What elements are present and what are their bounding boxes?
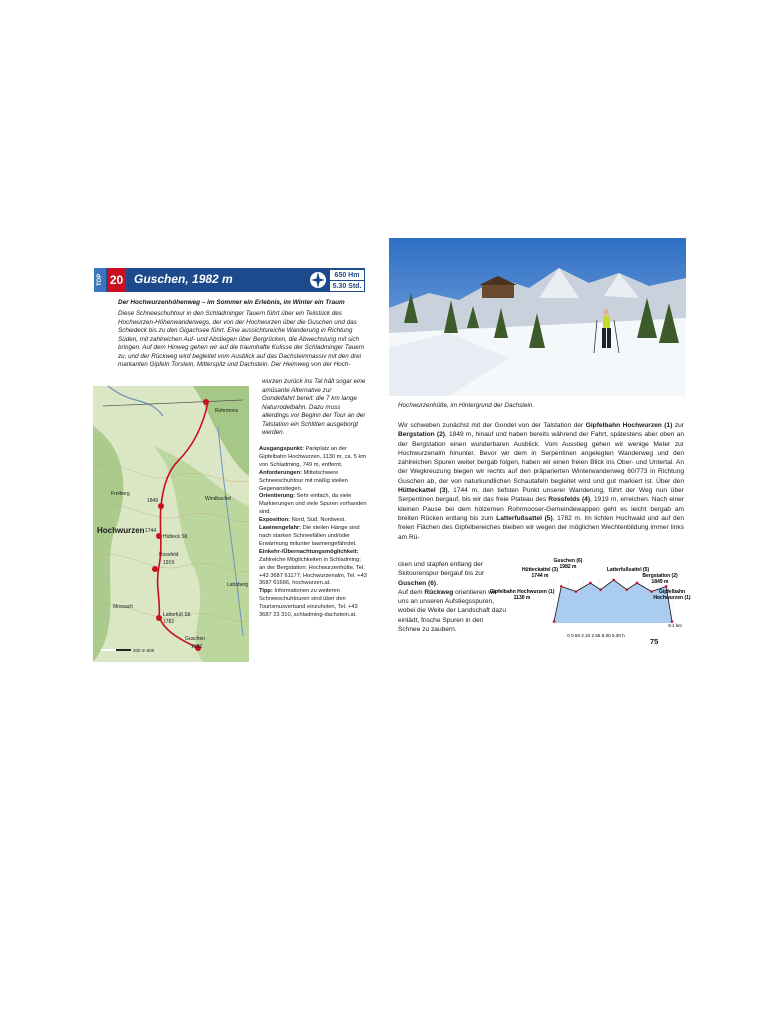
map-label-huetteck: Hütteck Stl.	[163, 534, 189, 540]
profile-point	[665, 585, 668, 588]
profile-point	[612, 579, 615, 582]
map-label-freiberg: Freiberg	[111, 491, 130, 497]
profile-time-axis: 0 0.50 2.10 2.55 5.00 5.30 h	[567, 633, 625, 638]
map-label-lahnberg: Lahnberg	[227, 582, 249, 588]
map-label-latterfuss: Latterfuß Stl.	[163, 612, 192, 618]
tour-title: Guschen, 1982 m	[134, 272, 233, 286]
info-label-exposition: Exposition:	[259, 517, 290, 524]
info-label-einkehr: Einkehr-/Übernachtungsmöglichkeit:	[259, 548, 359, 555]
profile-label-latterfuss: Latterfußsattel (5)	[606, 567, 650, 573]
map-height-1744: 1744	[145, 528, 157, 534]
photo-graphic	[389, 238, 686, 396]
compass-icon	[308, 269, 328, 291]
profile-point	[650, 590, 653, 593]
map-label-mossach: Mossach	[113, 604, 134, 610]
route-text-part: Auf dem	[398, 588, 425, 596]
intro-text: Diese Schneeschuhtour in den Schladminger Tauern führt über ein Teilstück des Hochwurzen-Höhenwanderwegs, der von der Hochwurzen über die Guschen und das Schiedeck bis zu den Gigachsee führt. Eine aussichtsreiche Wanderung in Richtung Süden, mit zahlreichen Auf- und Abstiegen über Bergrücken, die Abwechslung mit sich bringen. Auf dem Hinweg gehen wir auf die traumhafte Kulisse der Schladminger Tauern zu, und der Rückweg wird begleitet vom Ausblick auf das Dachsteinmassiv mit den drei markanten Gipfeln Torstein, Mitterspitz und Dachstein. Der Heimweg von der Hoch-	[118, 310, 365, 368]
info-tipp: Informationen zu weiteren Schneeschuhtouren sind über den Tourismusverband einzuholen, Tel. +43 3687 23 310, schladming-dachstein.at.	[259, 588, 358, 619]
map-label-guschen: Guschen	[185, 636, 206, 642]
map-scale: 200 m 600	[133, 648, 155, 653]
waypoint-3	[156, 533, 162, 539]
profile-point	[553, 620, 556, 623]
info-label-anforderungen: Anforderungen:	[259, 469, 302, 476]
waypoint-5	[156, 615, 162, 621]
route-text-bold: Rossfelds (4)	[548, 496, 591, 504]
profile-label-huetteck-elev: 1744 m	[531, 573, 549, 579]
route-text-bold: Latterfußsattel (5)	[496, 514, 553, 522]
profile-point	[589, 582, 592, 585]
map-height-1849: 1849	[147, 498, 159, 504]
route-text-part: cken und stapfen entlang der Skitourenspur bergauf bis zur	[398, 561, 485, 578]
waypoint-4	[152, 566, 158, 572]
map-label-rohrmoos: Rohrmoos	[215, 408, 239, 414]
info-label-lawinen: Lawinengefahr:	[259, 525, 302, 532]
info-anforderungen: Mittelschwere Schneeschuhtour mit mäßig steilen Gegenanstiegen.	[259, 469, 348, 492]
route-description-continued	[398, 560, 506, 634]
profile-label-guschen: Guschen (6)	[553, 558, 583, 564]
profile-label-huetteck: Hütteckattel (3)	[521, 567, 559, 573]
info-label-orientierung: Orientierung:	[259, 493, 296, 500]
tour-number: 20	[107, 268, 126, 292]
profile-label-start: Gipfelbahn Hochwurzen (1)	[489, 589, 555, 595]
map-label-rossfeld: Rossfeld	[159, 552, 179, 558]
route-description	[398, 421, 684, 542]
map-label-windbachel: Windbachel	[205, 496, 232, 502]
route-map	[93, 386, 249, 662]
profile-label-start-elev: 1130 m	[513, 595, 531, 601]
map-height-1919: 1919	[163, 560, 175, 566]
route-text-part: .	[436, 579, 438, 587]
intro-text-continued: wurzen zurück ins Tal hält sogar eine amüsante Alternative zur Gondelfahrt bereit: die 7 km lange Naturrodelbahn. Dazu muss allerdings vor Beginn der Tour an der Talstation ein Schlitten ausgeborgt werden.	[262, 378, 366, 436]
map-height-1982: 1982	[191, 644, 203, 650]
info-ausgang: Parkplatz an der Gipfelbahn Hochwurzen, 1130 m, ca. 5 km von Schladming, 749 m, entfernt.	[259, 446, 367, 468]
top-tab: TOP	[94, 268, 106, 292]
route-text-part: , 1744 m, den tiefsten Punkt unserer Wanderung, führt der Weg nun über Serpentinen bergauf, bis wir das freie Plateau des	[398, 487, 684, 504]
profile-area	[554, 580, 672, 623]
route-text-bold: Rückweg	[424, 588, 454, 596]
profile-point	[626, 588, 629, 591]
route-text-part: , 1849 m, hinauf und haben bereits während der Fahrt, spätestens aber oben an der Bergstation einen wunderbaren Ausblick. Vom Ausstieg gehen wir wenige Meter zur Hochwurzenalm hinunter. Bevor wir dem in Serpentinen angelegten Wanderweg und den zahlreichen Spuren weiter bergab folgen, haben wir einen freien Blick ins Ober- und Untertal. An der Wegkreuzung biegen wir rechts auf den präparierten Winterwanderweg 60/773 in Richtung Guschen ab, der von naturkundlichen Schautafeln begleitet wird und gut markiert ist. Über den	[398, 431, 685, 485]
info-box	[259, 446, 367, 620]
profile-distance: 8.1 km	[668, 623, 682, 628]
profile-label-guschen-elev: 1982 m	[559, 564, 577, 570]
info-lawinen: Die steilen Hänge sind nach starken Schneefällen und/oder Erwärmung mitunter lawinengefährdet.	[259, 525, 360, 547]
tour-subtitle: Der Hochwurzenhöhenweg – im Sommer ein Erlebnis, im Winter ein Traum	[118, 299, 345, 306]
info-exposition: Nord, Süd, Nordwest.	[291, 517, 346, 524]
route-text-part: zur	[672, 422, 684, 429]
route-text-part: orientieren wir uns an unseren Aufstiegsspuren, wobei die Weite der Landschaft dazu einlädt, frische Spuren in den Schnee zu zaubern.	[398, 588, 507, 634]
info-label-ausgang: Ausgangspunkt:	[259, 446, 304, 452]
photo-caption: Hochwurzenhütte, im Hintergrund der Dachstein.	[398, 402, 535, 409]
map-label-hochwurzen: Hochwurzen	[97, 526, 145, 535]
profile-point	[636, 582, 639, 585]
route-text-bold: Hütteckattel (3)	[398, 487, 448, 495]
route-text-part: Wir schweben zunächst mit der Gondel von der Talstation der	[398, 422, 586, 429]
waypoint-2	[158, 503, 164, 509]
profile-point	[599, 588, 602, 591]
map-height-1782: 1782	[163, 619, 175, 625]
route-text-bold: Guschen (6)	[398, 579, 437, 587]
waypoint-1	[203, 399, 209, 405]
profile-label-gipfelbahn: Gipfelbahn	[658, 589, 686, 595]
profile-label-hochwurzen: Hochwurzen (1)	[653, 595, 691, 601]
profile-point	[560, 585, 563, 588]
elevation-profile	[489, 557, 691, 639]
route-text-part: , 1782 m. Im lichten Hochwald und auf den freien Flächen des Gipfelbereiches bleiben wir wegen der möglichen Wechtenbildung immer links am Rü-	[398, 514, 684, 541]
info-einkehr: Zahlreiche Möglichkeiten in Schladming; an der Bergstation: Hochwurzenhütte, Tel. +43 3687 61177; Hochwurzenalm, Tel. +43 3687 61666, hochwurzen.at.	[259, 556, 367, 587]
info-orientierung: Sehr einfach, da viele Markierungen und viele Spuren vorhanden sind.	[259, 493, 367, 516]
tour-header	[94, 268, 365, 292]
tour-photo	[389, 238, 686, 396]
route-text-bold: Bergstation (2)	[398, 431, 445, 439]
route-text-bold: Gipfelbahn Hochwurzen (1)	[585, 422, 673, 429]
info-label-tipp: Tipp:	[259, 588, 273, 595]
profile-label-bergstation: Bergstation (2)	[642, 573, 678, 579]
page-number: 75	[650, 637, 659, 646]
route-text-part: , 1919 m, erreichen. Nach einer kleinen Pause bei dem hölzernen Rohrmooser-Gemeindewappen geht es leicht bergab am breiten Rücken entlang bis zum	[398, 496, 684, 522]
profile-point	[575, 590, 578, 593]
duration-badge: 5.30 Std.	[330, 281, 364, 291]
profile-label-bergstation-elev: 1849 m	[651, 579, 669, 585]
elevation-badge: 650 Hm	[330, 270, 364, 280]
